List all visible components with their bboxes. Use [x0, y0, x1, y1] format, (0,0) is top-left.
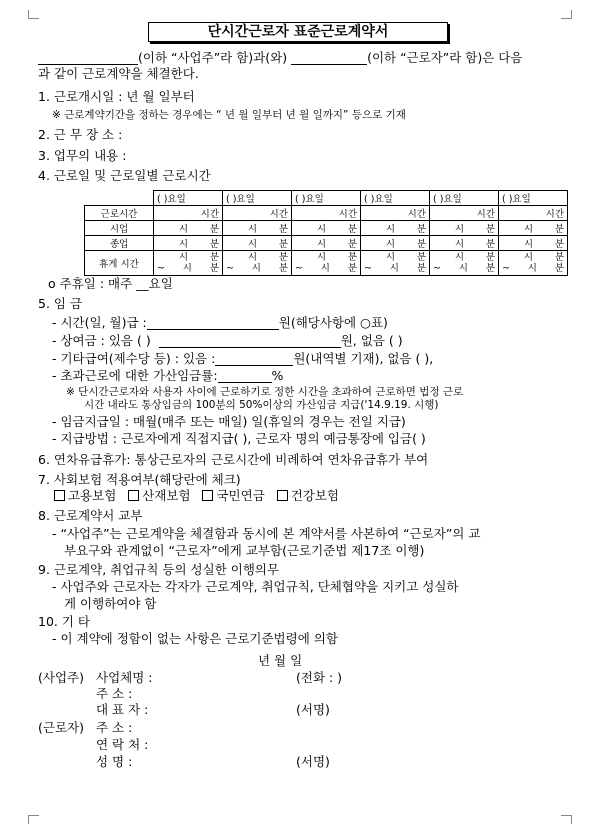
- insurance-checkbox[interactable]: 고용보험: [54, 488, 116, 503]
- crop-mark-top-right: [561, 10, 572, 19]
- section-9-text-1: - 사업주와 근로자는 각자가 근로계약, 취업규칙, 단체협약을 지키고 성실하: [52, 579, 459, 594]
- crop-mark-bottom-left: [28, 815, 39, 824]
- overtime-blank[interactable]: [218, 370, 272, 383]
- employer-phone-field[interactable]: (전화 : ): [296, 670, 343, 685]
- section-2: 2. 근 무 장 소 :: [38, 127, 123, 142]
- document-title: 단시간근로자 표준근로계약서: [148, 22, 448, 42]
- table-row: 시업 시 분 시 분 시 분 시 분 시 분 시 분: [85, 221, 568, 236]
- section-5: 5. 임 금: [38, 296, 83, 311]
- table-row: 근로시간 시간 시간 시간 시간 시간 시간: [85, 206, 568, 221]
- section-8-text-1: - “사업주”는 근로계약을 체결함과 동시에 본 계약서를 사본하여 “근로자”의 교: [52, 526, 481, 541]
- employer-blank[interactable]: [38, 52, 138, 65]
- other-pay-blank[interactable]: [215, 353, 293, 366]
- section-1: 1. 근로개시일 : 년 월 일부터: [38, 89, 195, 104]
- other-pay: - 기타급여(제수당 등) : 있음 : 원(내역별 기재), 없음 ( ),: [52, 351, 434, 366]
- section-9: 9. 근로계약, 취업규칙 등의 성실한 이행의무: [38, 562, 280, 577]
- table-row: 종업 시 분 시 분 시 분 시 분 시 분 시 분: [85, 236, 568, 251]
- worker-contact-field[interactable]: 연 락 처 :: [96, 737, 149, 752]
- employer-rep-field[interactable]: 대 표 자 :: [96, 702, 149, 717]
- pay-day: - 임금지급일 : 매월(매주 또는 매일) 일(휴일의 경우는 전일 지급): [52, 414, 406, 429]
- worker-signature[interactable]: (서명): [296, 754, 330, 769]
- intro-line-2: 과 같이 근로계약을 체결한다.: [38, 66, 199, 81]
- day-cell: ( )요일: [292, 191, 361, 206]
- section-8: 8. 근로계약서 교부: [38, 508, 143, 523]
- bonus-blank[interactable]: [159, 335, 341, 348]
- intro-line-1: (이하 “사업주”라 함)과(와) (이하 “근로자”라 함)은 다음: [38, 50, 522, 65]
- day-cell: ( )요일: [361, 191, 430, 206]
- overtime-note-2: 시간 내라도 통상임금의 100분의 50%이상의 가산임금 지급('14.9.19. 시행): [84, 399, 439, 411]
- day-cell: ( )요일: [154, 191, 223, 206]
- employer-signature[interactable]: (서명): [296, 702, 330, 717]
- table-header-row: [85, 191, 568, 206]
- insurance-checkbox[interactable]: 건강보험: [277, 488, 339, 503]
- section-10: 10. 기 타: [38, 614, 90, 629]
- table-row: 휴게 시간 시 분 ~ 시 분 시 분 ~ 시 분 시 분 ~ 시 분 시 분 ~ 시 분 시 분 ~ 시 분 시 분 ~ 시 분: [85, 251, 568, 276]
- bonus: - 상여금 : 있음 ( ) 원, 없음 ( ): [52, 333, 403, 348]
- worker-address-field[interactable]: 주 소 :: [96, 720, 133, 735]
- hourly-wage: - 시간(일, 월)급 : 원(해당사항에 ○표): [52, 315, 388, 330]
- pay-method: - 지급방법 : 근로자에게 직접지급( ), 근로자 명의 예금통장에 입금( ): [52, 431, 426, 446]
- section-6: 6. 연차유급휴가: 통상근로자의 근로시간에 비례하여 연차유급휴가 부여: [38, 452, 429, 467]
- worker-label: (근로자): [38, 720, 84, 735]
- section-9-text-2: 게 이행하여야 함: [64, 596, 157, 611]
- worker-name-field[interactable]: 성 명 :: [96, 754, 133, 769]
- day-cell: ( )요일: [430, 191, 499, 206]
- insurance-checkbox[interactable]: 국민연금: [202, 488, 264, 503]
- employer-label: (사업주): [38, 670, 84, 685]
- day-cell: ( )요일: [223, 191, 292, 206]
- section-1-note: ※ 근로계약기간을 정하는 경우에는 “ 년 월 일부터 년 월 일까지” 등으로 기재: [52, 109, 406, 121]
- section-7: 7. 사회보험 적용여부(해당란에 체크): [38, 472, 241, 487]
- overtime-rate: - 초과근로에 대한 가산임금률: %: [52, 368, 284, 383]
- insurance-options: [54, 488, 339, 503]
- contract-date: 년 월 일: [258, 653, 303, 668]
- section-10-text: - 이 계약에 정함이 없는 사항은 근로기준법령에 의함: [52, 631, 338, 646]
- section-3: 3. 업무의 내용 :: [38, 148, 127, 163]
- employer-name-field[interactable]: 사업체명 :: [96, 670, 153, 685]
- wage-blank[interactable]: [147, 317, 279, 330]
- day-cell: ( )요일: [499, 191, 568, 206]
- work-hours-table: [84, 190, 568, 276]
- section-8-text-2: 부요구와 관계없이 “근로자”에게 교부함(근로기준법 제17조 이행): [64, 543, 425, 558]
- overtime-note-1: ※ 단시간근로자와 사용자 사이에 근로하기로 정한 시간을 초과하여 근로하면 법정 근로: [66, 386, 464, 398]
- crop-mark-top-left: [28, 10, 39, 19]
- employer-address-field[interactable]: 주 소 :: [96, 686, 133, 701]
- worker-blank[interactable]: [291, 52, 367, 65]
- weekly-holiday: o 주휴일 : 매주 __요일: [48, 276, 173, 291]
- section-4: 4. 근로일 및 근로일별 근로시간: [38, 168, 211, 183]
- insurance-checkbox[interactable]: 산재보험: [128, 488, 190, 503]
- crop-mark-bottom-right: [561, 815, 572, 824]
